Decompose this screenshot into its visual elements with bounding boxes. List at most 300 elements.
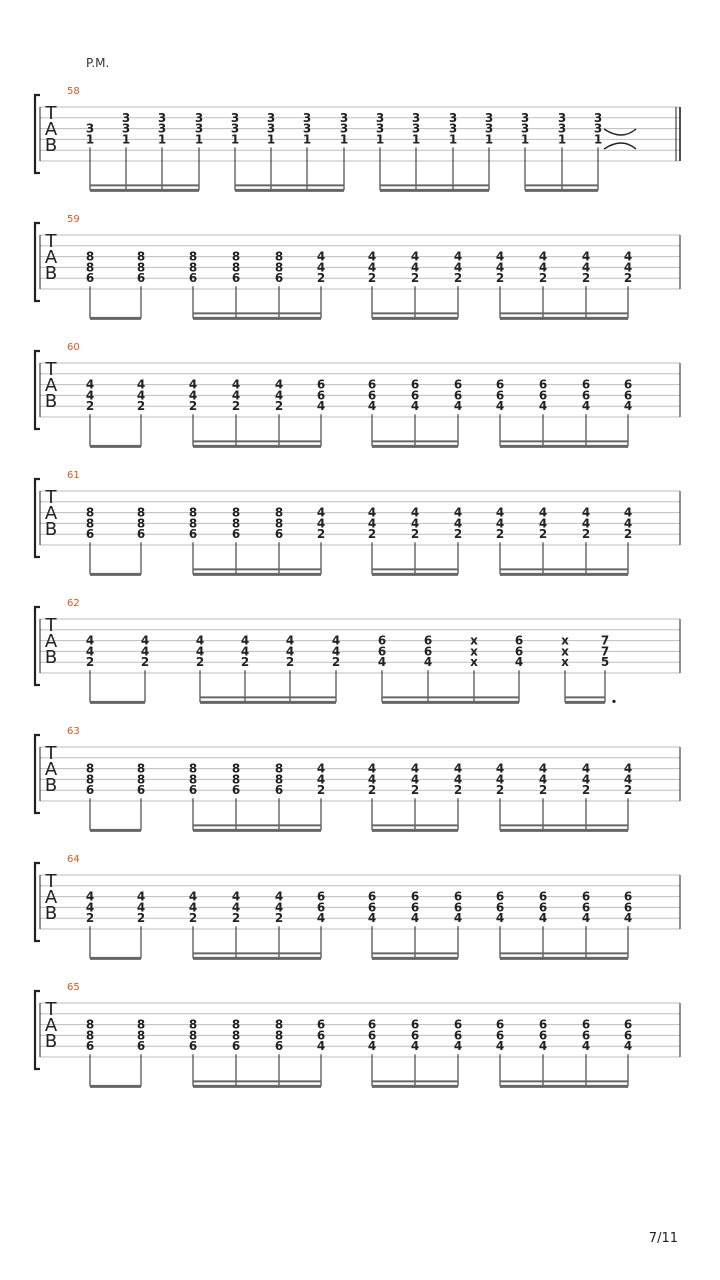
fret-number: 3 [375, 110, 385, 125]
measure-number: 63 [67, 726, 80, 737]
fret-number: 6 [423, 644, 433, 659]
fret-number: 4 [367, 761, 377, 776]
fret-number: 2 [85, 399, 95, 414]
fret-number: 2 [495, 527, 505, 542]
fret-number: 6 [410, 1017, 420, 1032]
fret-number: 4 [623, 505, 633, 520]
fret-number: 3 [302, 110, 312, 125]
measure-number: 61 [67, 470, 80, 481]
fret-number: 4 [410, 249, 420, 264]
fret-number: 8 [136, 1017, 146, 1032]
fret-number: 3 [266, 110, 276, 125]
fret-number: 4 [495, 260, 505, 275]
tab-clef-letter: A [44, 631, 58, 652]
fret-number: 6 [316, 900, 326, 915]
fret-number: 4 [316, 505, 326, 520]
fret-number: 2 [623, 527, 633, 542]
fret-number: 4 [316, 911, 326, 926]
fret-number: 6 [538, 1028, 548, 1043]
fret-number: 6 [316, 377, 326, 392]
fret-number: 4 [453, 260, 463, 275]
fret-number: 4 [274, 377, 284, 392]
fret-number: 6 [623, 889, 633, 904]
fret-number: 4 [495, 249, 505, 264]
fret-number: 4 [495, 505, 505, 520]
system-bracket [35, 991, 40, 1069]
fret-number: 4 [188, 388, 198, 403]
fret-number: 8 [188, 1028, 198, 1043]
fret-number: 3 [157, 121, 167, 136]
fret-number: 6 [453, 377, 463, 392]
fret-number: 6 [316, 388, 326, 403]
fret-number: 6 [423, 633, 433, 648]
fret-number: 2 [495, 783, 505, 798]
fret-number: 4 [367, 249, 377, 264]
fret-number: 8 [136, 772, 146, 787]
fret-number: 2 [285, 655, 295, 670]
fret-number: 6 [316, 1028, 326, 1043]
fret-number: 3 [557, 121, 567, 136]
fret-number: 6 [274, 527, 284, 542]
fret-number: 4 [367, 399, 377, 414]
fret-number: 4 [331, 633, 341, 648]
fret-number: 6 [410, 889, 420, 904]
fret-number: 3 [448, 110, 458, 125]
fret-number: 8 [136, 761, 146, 776]
tab-clef-letter: A [44, 1015, 58, 1036]
fret-number: 1 [85, 132, 95, 147]
fret-number: 6 [316, 1017, 326, 1032]
fret-number: 4 [377, 655, 387, 670]
fret-number: 4 [285, 644, 295, 659]
fret-number: 8 [85, 249, 95, 264]
fret-number: 6 [453, 388, 463, 403]
fret-number: 6 [581, 900, 591, 915]
fret-number: 3 [448, 121, 458, 136]
fret-number: 6 [231, 271, 241, 286]
fret-number: 4 [581, 516, 591, 531]
fret-number: 6 [231, 1039, 241, 1054]
measure-number: 62 [67, 598, 80, 609]
fret-number: 6 [85, 1039, 95, 1054]
fret-number: 3 [194, 121, 204, 136]
fret-number: 4 [188, 377, 198, 392]
fret-number: 2 [231, 399, 241, 414]
fret-number: 4 [623, 772, 633, 787]
fret-number: 2 [367, 271, 377, 286]
fret-number: 1 [339, 132, 349, 147]
fret-number: 4 [85, 644, 95, 659]
fret-number: 8 [274, 772, 284, 787]
fret-number: 4 [495, 761, 505, 776]
fret-number: 3 [302, 121, 312, 136]
fret-number: 8 [85, 505, 95, 520]
tab-clef-letter: B [44, 519, 58, 540]
tab-clef-letter: B [44, 1031, 58, 1052]
fret-number: 1 [484, 132, 494, 147]
fret-number: 6 [136, 1039, 146, 1054]
fret-number: 4 [231, 889, 241, 904]
fret-number: 8 [231, 1017, 241, 1032]
fret-number: 4 [188, 900, 198, 915]
fret-number: 4 [538, 505, 548, 520]
fret-number: 1 [375, 132, 385, 147]
fret-number: 4 [367, 911, 377, 926]
fret-number: 2 [274, 911, 284, 926]
system-bracket [35, 607, 40, 685]
fret-number: 3 [557, 110, 567, 125]
fret-number: x [470, 644, 478, 659]
fret-number: 4 [188, 889, 198, 904]
fret-number: 6 [367, 388, 377, 403]
fret-number: 8 [231, 772, 241, 787]
fret-number: 6 [495, 388, 505, 403]
fret-number: 2 [140, 655, 150, 670]
fret-number: 4 [623, 911, 633, 926]
system-bracket [35, 223, 40, 301]
page-number: 7/11 [648, 1231, 678, 1246]
fret-number: 6 [495, 900, 505, 915]
fret-number: 1 [557, 132, 567, 147]
tab-clef-letter: B [44, 263, 58, 284]
fret-number: 4 [623, 1039, 633, 1054]
fret-number: 4 [85, 889, 95, 904]
fret-number: 4 [285, 633, 295, 648]
fret-number: 3 [339, 121, 349, 136]
fret-number: 4 [231, 377, 241, 392]
tab-clef-letter: B [44, 775, 58, 796]
fret-number: 2 [453, 783, 463, 798]
fret-number: 8 [274, 249, 284, 264]
fret-number: 6 [495, 377, 505, 392]
fret-number: 4 [410, 260, 420, 275]
fret-number: 8 [274, 260, 284, 275]
tab-clef-letter: T [45, 487, 57, 508]
fret-number: 2 [495, 271, 505, 286]
fret-number: 6 [274, 271, 284, 286]
fret-number: 6 [623, 388, 633, 403]
fret-number: 4 [85, 900, 95, 915]
fret-number: 4 [240, 633, 250, 648]
fret-number: 4 [538, 1039, 548, 1054]
fret-number: 8 [231, 1028, 241, 1043]
fret-number: 4 [538, 772, 548, 787]
fret-number: 4 [453, 399, 463, 414]
fret-number: 4 [316, 260, 326, 275]
fret-number: 4 [581, 399, 591, 414]
fret-number: 3 [121, 121, 131, 136]
system-bracket [35, 863, 40, 941]
fret-number: 2 [274, 399, 284, 414]
fret-number: 4 [453, 249, 463, 264]
fret-number: 4 [581, 911, 591, 926]
fret-number: x [561, 655, 569, 670]
fret-number: 6 [538, 377, 548, 392]
fret-number: 2 [316, 271, 326, 286]
fret-number: 4 [495, 772, 505, 787]
fret-number: 8 [231, 260, 241, 275]
fret-number: 4 [316, 399, 326, 414]
fret-number: 3 [484, 110, 494, 125]
fret-number: 6 [367, 1017, 377, 1032]
fret-number: 8 [85, 516, 95, 531]
fret-number: 4 [85, 633, 95, 648]
fret-number: 2 [623, 783, 633, 798]
fret-number: 6 [367, 889, 377, 904]
fret-number: 4 [453, 761, 463, 776]
fret-number: 4 [316, 516, 326, 531]
fret-number: 8 [136, 516, 146, 531]
fret-number: 1 [411, 132, 421, 147]
fret-number: 8 [231, 505, 241, 520]
fret-number: 8 [188, 772, 198, 787]
fret-number: 6 [274, 1039, 284, 1054]
tab-clef-letter: T [45, 871, 57, 892]
fret-number: 4 [85, 377, 95, 392]
fret-number: 4 [274, 889, 284, 904]
tab-clef-letter: T [45, 231, 57, 252]
fret-number: 2 [195, 655, 205, 670]
fret-number: 6 [623, 1028, 633, 1043]
fret-number: 4 [274, 388, 284, 403]
system-bracket [35, 479, 40, 557]
fret-number: 4 [240, 644, 250, 659]
fret-number: 2 [410, 271, 420, 286]
fret-number: 6 [136, 783, 146, 798]
fret-number: 7 [600, 644, 610, 659]
fret-number: 6 [188, 783, 198, 798]
tab-clef-letter: A [44, 503, 58, 524]
fret-number: 6 [231, 527, 241, 542]
fret-number: 1 [520, 132, 530, 147]
fret-number: 6 [316, 889, 326, 904]
fret-number: 6 [538, 900, 548, 915]
fret-number: 4 [316, 249, 326, 264]
measure-number: 64 [67, 854, 80, 865]
fret-number: 6 [581, 377, 591, 392]
system-bracket [35, 351, 40, 429]
fret-number: 8 [136, 1028, 146, 1043]
fret-number: 4 [495, 911, 505, 926]
fret-number: 4 [581, 505, 591, 520]
fret-number: x [470, 633, 478, 648]
fret-number: 6 [581, 388, 591, 403]
fret-number: 6 [453, 889, 463, 904]
fret-number: 2 [331, 655, 341, 670]
fret-number: 6 [495, 1017, 505, 1032]
fret-number: 8 [188, 249, 198, 264]
tab-clef-letter: B [44, 391, 58, 412]
fret-number: 6 [136, 527, 146, 542]
fret-number: 4 [538, 399, 548, 414]
fret-number: 4 [581, 772, 591, 787]
fret-number: 4 [453, 772, 463, 787]
fret-number: 2 [453, 271, 463, 286]
fret-number: 4 [623, 516, 633, 531]
fret-number: 2 [367, 527, 377, 542]
fret-number: 4 [423, 655, 433, 670]
fret-number: 2 [581, 783, 591, 798]
fret-number: 6 [188, 527, 198, 542]
fret-number: 1 [593, 132, 603, 147]
fret-number: 4 [195, 644, 205, 659]
fret-number: 2 [538, 783, 548, 798]
fret-number: 6 [453, 1017, 463, 1032]
fret-number: 6 [377, 644, 387, 659]
fret-number: 4 [195, 633, 205, 648]
fret-number: 3 [230, 110, 240, 125]
fret-number: 2 [538, 271, 548, 286]
fret-number: 8 [136, 260, 146, 275]
fret-number: 4 [538, 911, 548, 926]
measure-number: 65 [67, 982, 80, 993]
fret-number: 4 [331, 644, 341, 659]
tab-clef-letter: T [45, 999, 57, 1020]
fret-number: 6 [453, 1028, 463, 1043]
fret-number: 1 [194, 132, 204, 147]
tab-clef-letter: T [45, 743, 57, 764]
fret-number: 6 [453, 900, 463, 915]
tab-clef-letter: A [44, 247, 58, 268]
fret-number: 8 [136, 505, 146, 520]
fret-number: 4 [623, 260, 633, 275]
fret-number: 6 [136, 271, 146, 286]
fret-number: 5 [600, 655, 610, 670]
fret-number: 4 [316, 761, 326, 776]
fret-number: 8 [85, 761, 95, 776]
fret-number: 4 [581, 249, 591, 264]
fret-number: 1 [266, 132, 276, 147]
fret-number: 3 [593, 121, 603, 136]
tab-clef-letter: B [44, 903, 58, 924]
fret-number: x [561, 633, 569, 648]
fret-number: 4 [495, 399, 505, 414]
fret-number: 8 [85, 772, 95, 787]
fret-number: 4 [495, 516, 505, 531]
fret-number: 2 [538, 527, 548, 542]
fret-number: 6 [410, 900, 420, 915]
fret-number: 6 [188, 1039, 198, 1054]
fret-number: 3 [411, 110, 421, 125]
fret-number: 3 [85, 121, 95, 136]
fret-number: 4 [623, 399, 633, 414]
fret-number: 8 [188, 761, 198, 776]
fret-number: 3 [230, 121, 240, 136]
fret-number: 4 [367, 516, 377, 531]
fret-number: 6 [514, 644, 524, 659]
fret-number: 1 [448, 132, 458, 147]
fret-number: 6 [538, 1017, 548, 1032]
tab-clef-letter: B [44, 135, 58, 156]
fret-number: 6 [581, 1017, 591, 1032]
fret-number: 8 [274, 516, 284, 531]
measure-number: 59 [67, 214, 80, 225]
fret-number: 8 [274, 1017, 284, 1032]
fret-number: 4 [495, 1039, 505, 1054]
fret-number: 8 [188, 516, 198, 531]
fret-number: 3 [520, 110, 530, 125]
fret-number: 8 [274, 761, 284, 776]
fret-number: 4 [136, 889, 146, 904]
fret-number: 2 [240, 655, 250, 670]
fret-number: 4 [410, 761, 420, 776]
tab-clef-letter: T [45, 103, 57, 124]
fret-number: 6 [377, 633, 387, 648]
fret-number: 4 [136, 377, 146, 392]
fret-number: 3 [520, 121, 530, 136]
fret-number: 6 [231, 783, 241, 798]
fret-number: 4 [538, 249, 548, 264]
fret-number: 2 [136, 911, 146, 926]
fret-number: 1 [230, 132, 240, 147]
fret-number: 8 [188, 505, 198, 520]
fret-number: 4 [410, 505, 420, 520]
fret-number: 4 [85, 388, 95, 403]
fret-number: 8 [231, 249, 241, 264]
fret-number: 2 [85, 655, 95, 670]
fret-number: 2 [136, 399, 146, 414]
fret-number: 2 [410, 527, 420, 542]
tab-clef-letter: A [44, 887, 58, 908]
fret-number: 8 [136, 249, 146, 264]
fret-number: 8 [188, 260, 198, 275]
fret-number: 6 [85, 527, 95, 542]
fret-number: 1 [157, 132, 167, 147]
fret-number: 2 [85, 911, 95, 926]
fret-number: 4 [581, 260, 591, 275]
fret-number: 8 [85, 260, 95, 275]
fret-number: 2 [581, 271, 591, 286]
fret-number: 8 [274, 505, 284, 520]
fret-number: 4 [581, 761, 591, 776]
fret-number: 4 [514, 655, 524, 670]
fret-number: 4 [136, 388, 146, 403]
tab-clef-letter: A [44, 759, 58, 780]
fret-number: 6 [538, 388, 548, 403]
fret-number: 6 [495, 889, 505, 904]
fret-number: 3 [484, 121, 494, 136]
fret-number: 2 [623, 271, 633, 286]
fret-number: 8 [188, 1017, 198, 1032]
fret-number: 4 [623, 761, 633, 776]
fret-number: 2 [581, 527, 591, 542]
fret-number: 6 [514, 633, 524, 648]
fret-number: 4 [453, 505, 463, 520]
fret-number: 4 [453, 1039, 463, 1054]
fret-number: 4 [367, 1039, 377, 1054]
fret-number: 4 [410, 516, 420, 531]
fret-number: 2 [316, 527, 326, 542]
fret-number: 1 [121, 132, 131, 147]
fret-number: 4 [410, 772, 420, 787]
fret-number: 4 [453, 911, 463, 926]
fret-number: 8 [274, 1028, 284, 1043]
fret-number: 8 [231, 761, 241, 776]
fret-number: 6 [410, 1028, 420, 1043]
tab-clef-letter: T [45, 615, 57, 636]
measure-number: 60 [67, 342, 80, 353]
fret-number: 6 [410, 377, 420, 392]
tab-clef-letter: A [44, 375, 58, 396]
fret-number: x [561, 644, 569, 659]
fret-number: 4 [367, 260, 377, 275]
x-articulation [604, 143, 636, 149]
fret-number: 4 [453, 516, 463, 531]
fret-number: 4 [538, 761, 548, 776]
fret-number: 7 [600, 633, 610, 648]
tab-clef-letter: T [45, 359, 57, 380]
fret-number: 4 [410, 911, 420, 926]
